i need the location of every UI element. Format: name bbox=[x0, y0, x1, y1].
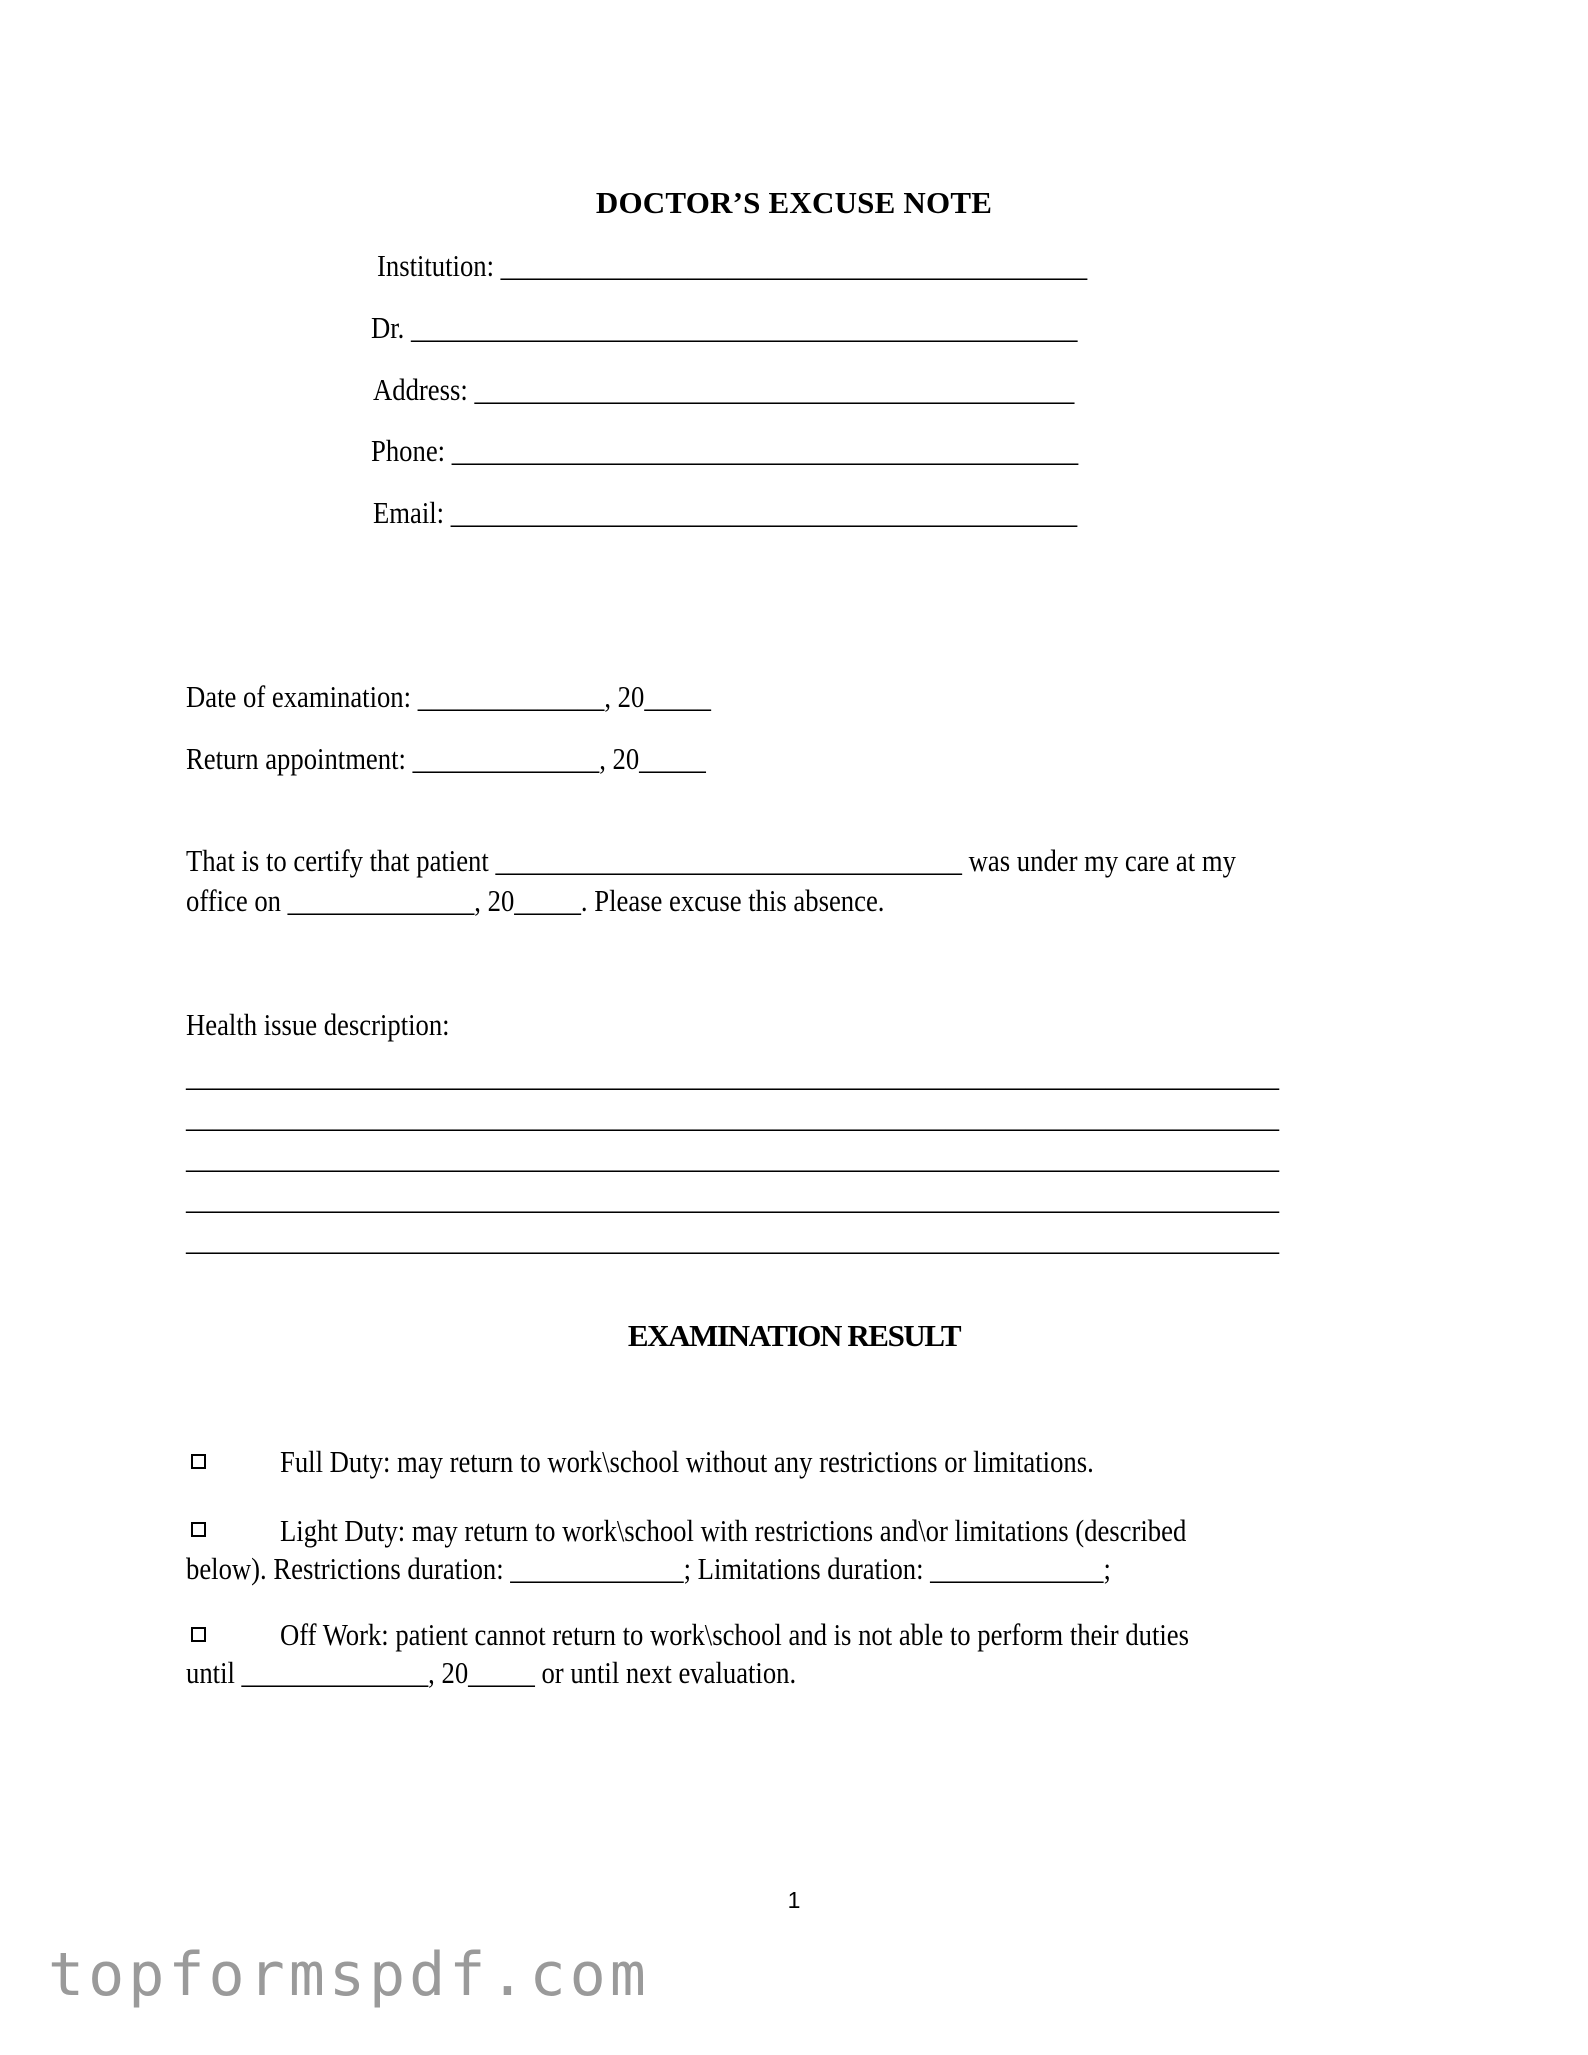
light-duty-label: Light Duty: may return to work\school with restrictions and\or limitations (described bbox=[280, 1513, 1187, 1548]
health-issue-line[interactable]: __________________________________________________________________________________ bbox=[186, 1058, 1280, 1093]
off-work-label: Off Work: patient cannot return to work\school and is not able to perform their duties bbox=[280, 1617, 1190, 1652]
date-of-examination-field[interactable]: Date of examination: ______________, 20_____ bbox=[186, 679, 711, 714]
health-issue-line[interactable]: __________________________________________________________________________________ bbox=[186, 1181, 1280, 1216]
health-issue-line[interactable]: __________________________________________________________________________________ bbox=[186, 1222, 1280, 1257]
light-duty-durations[interactable]: below). Restrictions duration: _____________; Limitations duration: _____________; bbox=[186, 1551, 1111, 1586]
document-title: DOCTOR’S EXCUSE NOTE bbox=[595, 185, 993, 220]
health-issue-line[interactable]: __________________________________________________________________________________ bbox=[186, 1140, 1280, 1175]
off-work-until-field[interactable]: until ______________, 20_____ or until next evaluation. bbox=[186, 1655, 797, 1690]
health-issue-label: Health issue description: bbox=[186, 1007, 450, 1042]
certify-text-line-1[interactable]: That is to certify that patient ___________________________________ was under my care at my bbox=[186, 843, 1236, 878]
light-duty-checkbox[interactable] bbox=[191, 1522, 206, 1537]
certify-text-line-2[interactable]: office on ______________, 20_____. Please excuse this absence. bbox=[186, 883, 885, 918]
full-duty-label: Full Duty: may return to work\school without any restrictions or limitations. bbox=[280, 1444, 1094, 1479]
full-duty-checkbox[interactable] bbox=[191, 1454, 206, 1469]
return-appointment-field[interactable]: Return appointment: ______________, 20_____ bbox=[186, 741, 706, 776]
institution-field[interactable]: Institution: ____________________________________________ bbox=[377, 248, 1088, 283]
watermark-text: topformspdf.com bbox=[48, 1940, 650, 2010]
doctor-field[interactable]: Dr. __________________________________________________ bbox=[371, 310, 1078, 345]
page-number: 1 bbox=[787, 1887, 801, 1913]
email-field[interactable]: Email: _______________________________________________ bbox=[373, 495, 1078, 530]
phone-field[interactable]: Phone: _______________________________________________ bbox=[371, 433, 1079, 468]
health-issue-line[interactable]: __________________________________________________________________________________ bbox=[186, 1099, 1280, 1134]
off-work-checkbox[interactable] bbox=[191, 1627, 206, 1642]
address-field[interactable]: Address: _____________________________________________ bbox=[373, 372, 1075, 407]
examination-result-title: EXAMINATION RESULT bbox=[627, 1318, 961, 1353]
